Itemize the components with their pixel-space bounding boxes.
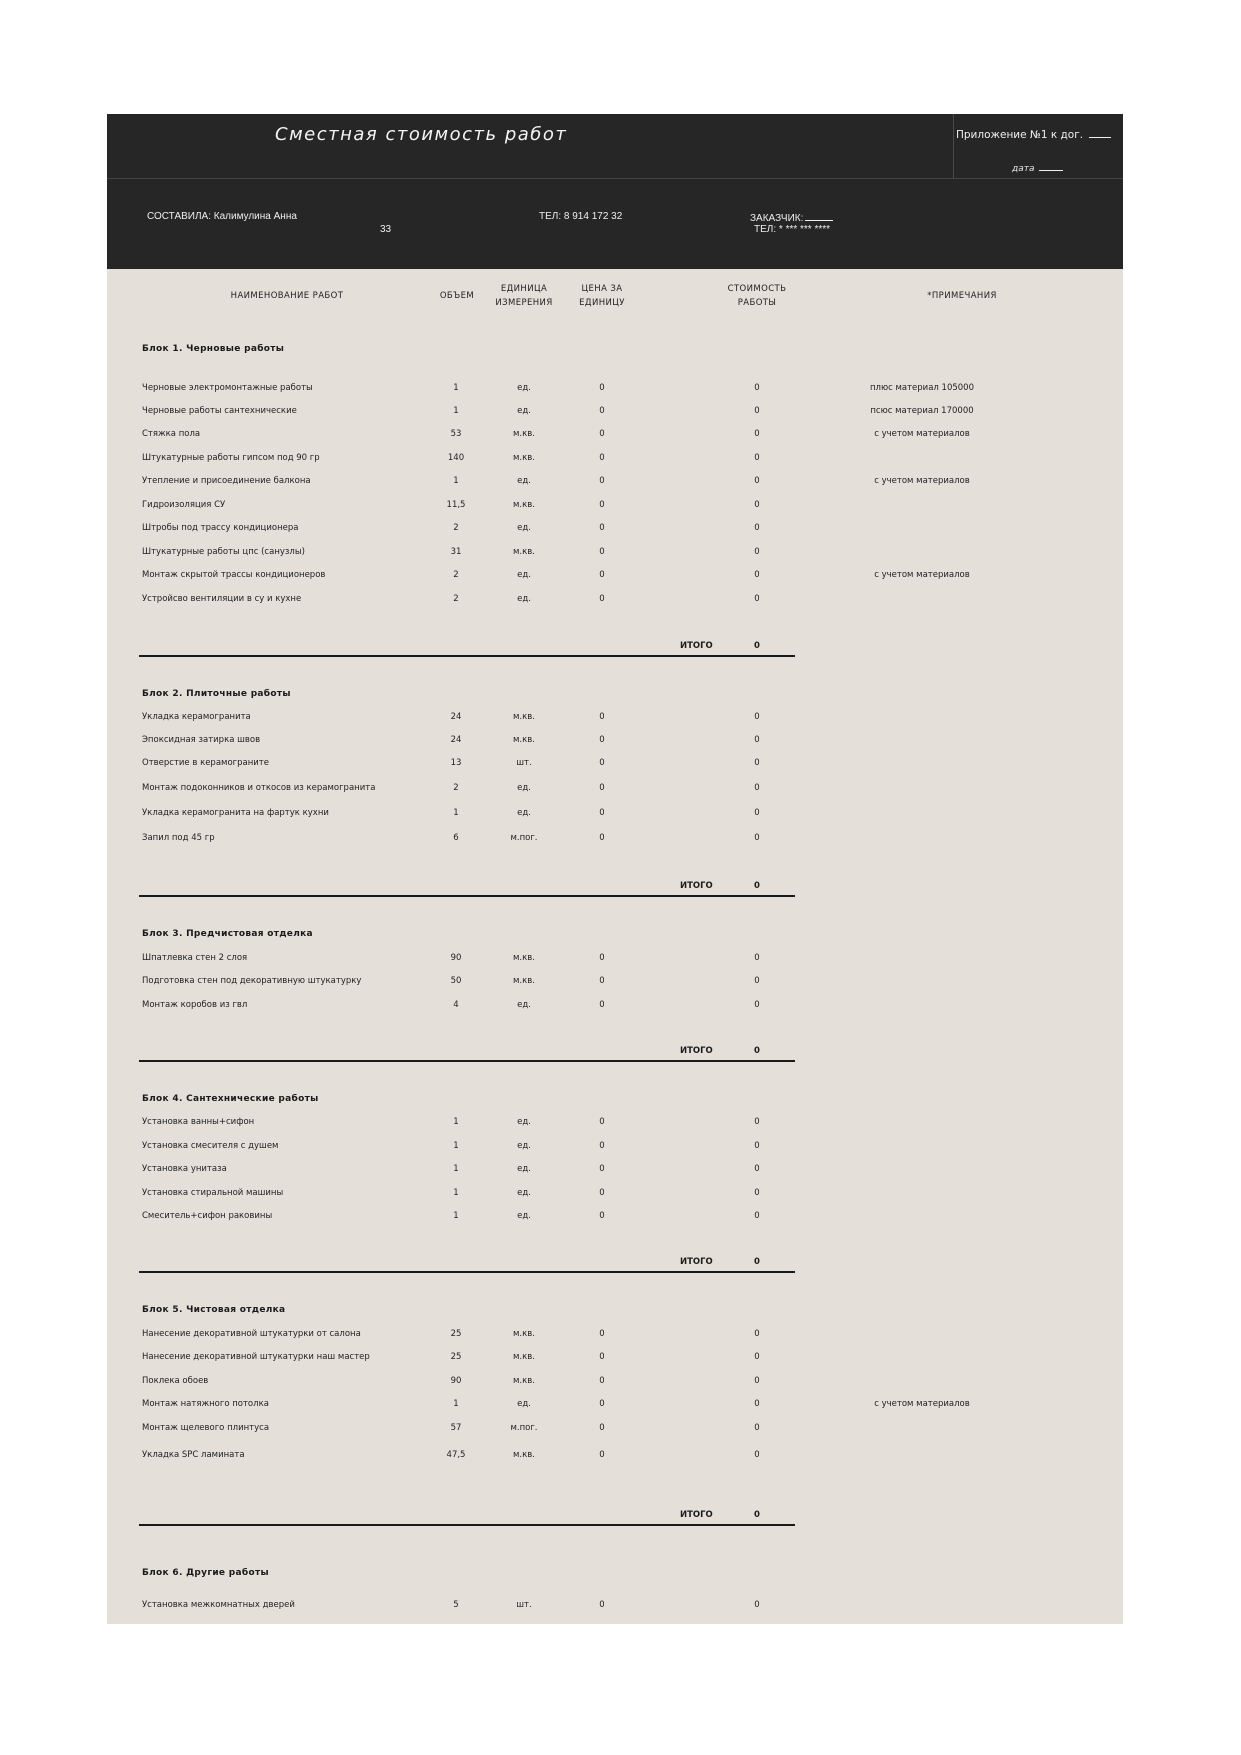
table-row — [107, 833, 1123, 853]
row-cost: 0 — [754, 453, 760, 463]
row-unit: ед. — [517, 383, 531, 393]
row-cost: 0 — [754, 429, 760, 439]
col-head-cost-line2: РАБОТЫ — [737, 298, 777, 308]
table-row — [107, 594, 1123, 614]
row-price: 0 — [599, 500, 605, 510]
table-row — [107, 1329, 1123, 1349]
row-name: Гидроизоляция СУ — [142, 500, 226, 510]
row-name: Подготовка стен под декоративную штукатурку — [142, 976, 362, 986]
col-head-price-line1: ЦЕНА ЗА — [581, 284, 623, 294]
block-title: Блок 3. Предчистовая отделка — [142, 929, 313, 939]
block-total — [107, 1046, 1123, 1072]
row-unit: ед. — [517, 1141, 531, 1151]
col-head-price-line2: ЕДИНИЦУ — [579, 298, 625, 308]
row-cost: 0 — [754, 1329, 760, 1339]
row-unit: ед. — [517, 1399, 531, 1409]
row-cost: 0 — [754, 735, 760, 745]
row-unit: ед. — [517, 1164, 531, 1174]
block-title: Блок 2. Плиточные работы — [142, 689, 291, 699]
row-cost: 0 — [754, 1399, 760, 1409]
table-row — [107, 976, 1123, 996]
row-name: Черновые работы сантехнические — [142, 406, 297, 416]
row-unit: ед. — [517, 1117, 531, 1127]
row-cost: 0 — [754, 547, 760, 557]
row-cost: 0 — [754, 1141, 760, 1151]
row-unit: м.кв. — [513, 712, 535, 722]
row-unit: шт. — [516, 758, 532, 768]
total-rule — [139, 1271, 795, 1273]
row-cost: 0 — [754, 1000, 760, 1010]
row-price: 0 — [599, 429, 605, 439]
row-name: Шпатлевка стен 2 слоя — [142, 953, 248, 963]
block-total — [107, 1257, 1123, 1283]
row-cost: 0 — [754, 523, 760, 533]
row-volume: 1 — [453, 1211, 459, 1221]
row-price: 0 — [599, 406, 605, 416]
table-row — [107, 453, 1123, 473]
appendix-blank — [1089, 128, 1111, 138]
row-volume: 57 — [450, 1423, 462, 1433]
total-label: ИТОГО — [680, 1257, 713, 1267]
row-price: 0 — [599, 1164, 605, 1174]
row-unit: ед. — [517, 594, 531, 604]
phone-label: ТЕЛ: 8 914 172 32 — [539, 211, 623, 222]
row-name: Установка межкомнатных дверей — [142, 1600, 295, 1610]
row-volume: 2 — [453, 594, 459, 604]
total-rule — [139, 895, 795, 897]
row-note: псюс материал 170000 — [870, 406, 974, 416]
table-row — [107, 500, 1123, 520]
row-unit: ед. — [517, 808, 531, 818]
row-name: Установка унитаза — [142, 1164, 227, 1174]
col-head-name: НАИМЕНОВАНИЕ РАБОТ — [230, 291, 344, 301]
row-volume: 5 — [453, 1600, 459, 1610]
row-price: 0 — [599, 383, 605, 393]
row-name: Монтаж коробов из гвл — [142, 1000, 248, 1010]
col-head-price — [567, 282, 637, 310]
row-name: Укладка SPC ламината — [142, 1450, 245, 1460]
row-cost: 0 — [754, 1352, 760, 1362]
row-cost: 0 — [754, 783, 760, 793]
row-name: Штукатурные работы гипсом под 90 гр — [142, 453, 320, 463]
row-unit: м.пог. — [510, 1423, 538, 1433]
row-price: 0 — [599, 712, 605, 722]
table-row — [107, 712, 1123, 732]
row-price: 0 — [599, 735, 605, 745]
row-cost: 0 — [754, 1600, 760, 1610]
row-cost: 0 — [754, 712, 760, 722]
table-row — [107, 1164, 1123, 1184]
row-cost: 0 — [754, 1376, 760, 1386]
col-head-unit-line2: ИЗМЕРЕНИЯ — [495, 298, 553, 308]
row-note: с учетом материалов — [874, 1399, 970, 1409]
customer-blank — [805, 211, 833, 221]
row-price: 0 — [599, 783, 605, 793]
col-head-notes: *ПРИМЕЧАНИЯ — [927, 291, 997, 301]
row-cost: 0 — [754, 570, 760, 580]
row-name: Устройсво вентиляции в су и кухне — [142, 594, 302, 604]
total-value: 0 — [754, 1510, 760, 1520]
row-price: 0 — [599, 1600, 605, 1610]
table-row — [107, 570, 1123, 590]
row-cost: 0 — [754, 383, 760, 393]
total-value: 0 — [754, 1046, 760, 1056]
table-row — [107, 523, 1123, 543]
row-price: 0 — [599, 1450, 605, 1460]
block-total — [107, 641, 1123, 667]
row-cost: 0 — [754, 1450, 760, 1460]
row-cost: 0 — [754, 1211, 760, 1221]
date-label: дата — [1012, 164, 1035, 174]
table-row — [107, 1117, 1123, 1137]
row-unit: м.кв. — [513, 1376, 535, 1386]
row-name: Черновые электромонтажные работы — [142, 383, 313, 393]
row-price: 0 — [599, 570, 605, 580]
total-label: ИТОГО — [680, 1046, 713, 1056]
table-row — [107, 1211, 1123, 1231]
row-price: 0 — [599, 758, 605, 768]
row-name: Установка стиральной машины — [142, 1188, 284, 1198]
row-note: с учетом материалов — [874, 570, 970, 580]
table-row — [107, 429, 1123, 449]
total-label: ИТОГО — [680, 881, 713, 891]
row-cost: 0 — [754, 1164, 760, 1174]
row-name: Запил под 45 гр — [142, 833, 215, 843]
block-title: Блок 1. Черновые работы — [142, 344, 285, 354]
row-price: 0 — [599, 1376, 605, 1386]
row-unit: м.кв. — [513, 735, 535, 745]
row-price: 0 — [599, 1188, 605, 1198]
table-row — [107, 547, 1123, 567]
row-price: 0 — [599, 1399, 605, 1409]
date-field — [1012, 161, 1063, 174]
date-blank — [1039, 161, 1063, 171]
table-row — [107, 1376, 1123, 1396]
row-volume: 1 — [453, 383, 459, 393]
row-volume: 50 — [450, 976, 462, 986]
row-name: Поклека обоев — [142, 1376, 209, 1386]
table-row — [107, 1000, 1123, 1020]
row-volume: 1 — [453, 1164, 459, 1174]
total-value: 0 — [754, 1257, 760, 1267]
row-cost: 0 — [754, 500, 760, 510]
row-price: 0 — [599, 976, 605, 986]
row-cost: 0 — [754, 406, 760, 416]
author-extra: 33 — [380, 224, 392, 235]
row-unit: ед. — [517, 1188, 531, 1198]
row-cost: 0 — [754, 1188, 760, 1198]
row-name: Монтаж подоконников и откосов из керамогранита — [142, 783, 376, 793]
total-label: ИТОГО — [680, 641, 713, 651]
document-title: Сместная стоимость работ — [275, 124, 568, 145]
row-note: плюс материал 105000 — [869, 383, 975, 393]
row-name: Укладка керамогранита — [142, 712, 251, 722]
row-unit: ед. — [517, 406, 531, 416]
row-cost: 0 — [754, 953, 760, 963]
total-label: ИТОГО — [680, 1510, 713, 1520]
row-unit: м.пог. — [510, 833, 538, 843]
row-volume: 11,5 — [446, 500, 466, 510]
block-total — [107, 881, 1123, 907]
table-row — [107, 758, 1123, 778]
row-volume: 2 — [453, 783, 459, 793]
table-row — [107, 1188, 1123, 1208]
author-label: СОСТАВИЛА: Калимулина Анна — [147, 211, 297, 222]
row-volume: 140 — [447, 453, 465, 463]
row-price: 0 — [599, 1141, 605, 1151]
row-volume: 25 — [450, 1352, 462, 1362]
row-name: Укладка керамогранита на фартук кухни — [142, 808, 329, 818]
row-price: 0 — [599, 833, 605, 843]
row-unit: ед. — [517, 523, 531, 533]
row-name: Стяжка пола — [142, 429, 201, 439]
row-name: Нанесение декоративной штукатурки наш мастер — [142, 1352, 370, 1362]
row-volume: 4 — [453, 1000, 459, 1010]
row-price: 0 — [599, 1329, 605, 1339]
row-volume: 53 — [450, 429, 462, 439]
row-unit: м.кв. — [513, 547, 535, 557]
row-volume: 1 — [453, 1399, 459, 1409]
row-note: с учетом материалов — [874, 476, 970, 486]
table-row — [107, 735, 1123, 755]
row-price: 0 — [599, 1352, 605, 1362]
col-head-unit-line1: ЕДИНИЦА — [500, 284, 548, 294]
row-cost: 0 — [754, 976, 760, 986]
row-price: 0 — [599, 1211, 605, 1221]
customer-field — [750, 211, 833, 224]
row-name: Утепление и присоединение балкона — [142, 476, 311, 486]
table-row — [107, 1141, 1123, 1161]
customer-label: ЗАКАЗЧИК: — [750, 213, 804, 224]
row-price: 0 — [599, 808, 605, 818]
col-head-cost — [717, 282, 797, 310]
row-price: 0 — [599, 547, 605, 557]
block-total — [107, 1510, 1123, 1536]
table-row — [107, 953, 1123, 973]
row-name: Штукатурные работы цпс (санузлы) — [142, 547, 305, 557]
row-volume: 47,5 — [446, 1450, 466, 1460]
row-name: Нанесение декоративной штукатурки от салона — [142, 1329, 361, 1339]
table-row — [107, 1450, 1123, 1470]
row-cost: 0 — [754, 758, 760, 768]
table-row — [107, 1399, 1123, 1419]
row-price: 0 — [599, 953, 605, 963]
total-rule — [139, 655, 795, 657]
row-unit: ед. — [517, 783, 531, 793]
row-volume: 1 — [453, 476, 459, 486]
row-name: Монтаж щелевого плинтуса — [142, 1423, 270, 1433]
row-price: 0 — [599, 476, 605, 486]
row-name: Отверстие в керамограните — [142, 758, 269, 768]
row-name: Установка смесителя с душем — [142, 1141, 279, 1151]
row-volume: 6 — [453, 833, 459, 843]
row-note: с учетом материалов — [874, 429, 970, 439]
row-volume: 31 — [450, 547, 462, 557]
table-row — [107, 383, 1123, 403]
row-unit: м.кв. — [513, 1450, 535, 1460]
block-title: Блок 5. Чистовая отделка — [142, 1305, 286, 1315]
row-volume: 90 — [450, 1376, 462, 1386]
row-cost: 0 — [754, 594, 760, 604]
row-cost: 0 — [754, 808, 760, 818]
row-name: Установка ванны+сифон — [142, 1117, 255, 1127]
row-unit: м.кв. — [513, 500, 535, 510]
header-band — [107, 114, 1123, 269]
table-row — [107, 406, 1123, 426]
col-head-volume: ОБЪЕМ — [439, 291, 475, 301]
table-row — [107, 1600, 1123, 1620]
block-title: Блок 4. Сантехнические работы — [142, 1094, 319, 1104]
table-row — [107, 1423, 1123, 1443]
row-price: 0 — [599, 1000, 605, 1010]
row-volume: 2 — [453, 523, 459, 533]
row-volume: 90 — [450, 953, 462, 963]
table-row — [107, 783, 1123, 803]
row-unit: м.кв. — [513, 1329, 535, 1339]
row-cost: 0 — [754, 1423, 760, 1433]
row-unit: ед. — [517, 570, 531, 580]
total-rule — [139, 1060, 795, 1062]
row-unit: м.кв. — [513, 453, 535, 463]
row-volume: 25 — [450, 1329, 462, 1339]
row-price: 0 — [599, 453, 605, 463]
row-name: Штробы под трассу кондиционера — [142, 523, 299, 533]
row-volume: 24 — [450, 712, 462, 722]
col-head-cost-line1: СТОИМОСТЬ — [727, 284, 787, 294]
row-name: Монтаж скрытой трассы кондиционеров — [142, 570, 326, 580]
col-head-unit — [489, 282, 559, 310]
row-volume: 1 — [453, 808, 459, 818]
row-unit: ед. — [517, 1000, 531, 1010]
row-unit: м.кв. — [513, 953, 535, 963]
row-unit: ед. — [517, 1211, 531, 1221]
row-price: 0 — [599, 1117, 605, 1127]
row-cost: 0 — [754, 833, 760, 843]
total-value: 0 — [754, 881, 760, 891]
total-rule — [139, 1524, 795, 1526]
row-name: Монтаж натяжного потолка — [142, 1399, 269, 1409]
row-volume: 1 — [453, 1141, 459, 1151]
row-price: 0 — [599, 1423, 605, 1433]
row-unit: м.кв. — [513, 976, 535, 986]
table-row — [107, 476, 1123, 496]
row-unit: м.кв. — [513, 429, 535, 439]
header-divider-horizontal — [107, 178, 1123, 179]
header-divider-vertical — [953, 114, 954, 178]
row-volume: 1 — [453, 406, 459, 416]
block-title: Блок 6. Другие работы — [142, 1568, 269, 1578]
appendix-text: Приложение №1 к дог. — [956, 129, 1084, 141]
appendix-label — [956, 128, 1111, 141]
row-volume: 1 — [453, 1117, 459, 1127]
row-cost: 0 — [754, 476, 760, 486]
table-row — [107, 1352, 1123, 1372]
customer-phone: ТЕЛ: * *** *** **** — [754, 224, 831, 235]
row-price: 0 — [599, 523, 605, 533]
row-name: Смеситель+сифон раковины — [142, 1211, 273, 1221]
row-volume: 1 — [453, 1188, 459, 1198]
row-unit: м.кв. — [513, 1352, 535, 1362]
row-cost: 0 — [754, 1117, 760, 1127]
row-volume: 2 — [453, 570, 459, 580]
total-value: 0 — [754, 641, 760, 651]
row-volume: 24 — [450, 735, 462, 745]
row-price: 0 — [599, 594, 605, 604]
row-name: Эпоксидная затирка швов — [142, 735, 261, 745]
row-unit: шт. — [516, 1600, 532, 1610]
estimate-sheet — [107, 114, 1123, 1624]
row-unit: ед. — [517, 476, 531, 486]
row-volume: 13 — [450, 758, 462, 768]
table-row — [107, 808, 1123, 828]
